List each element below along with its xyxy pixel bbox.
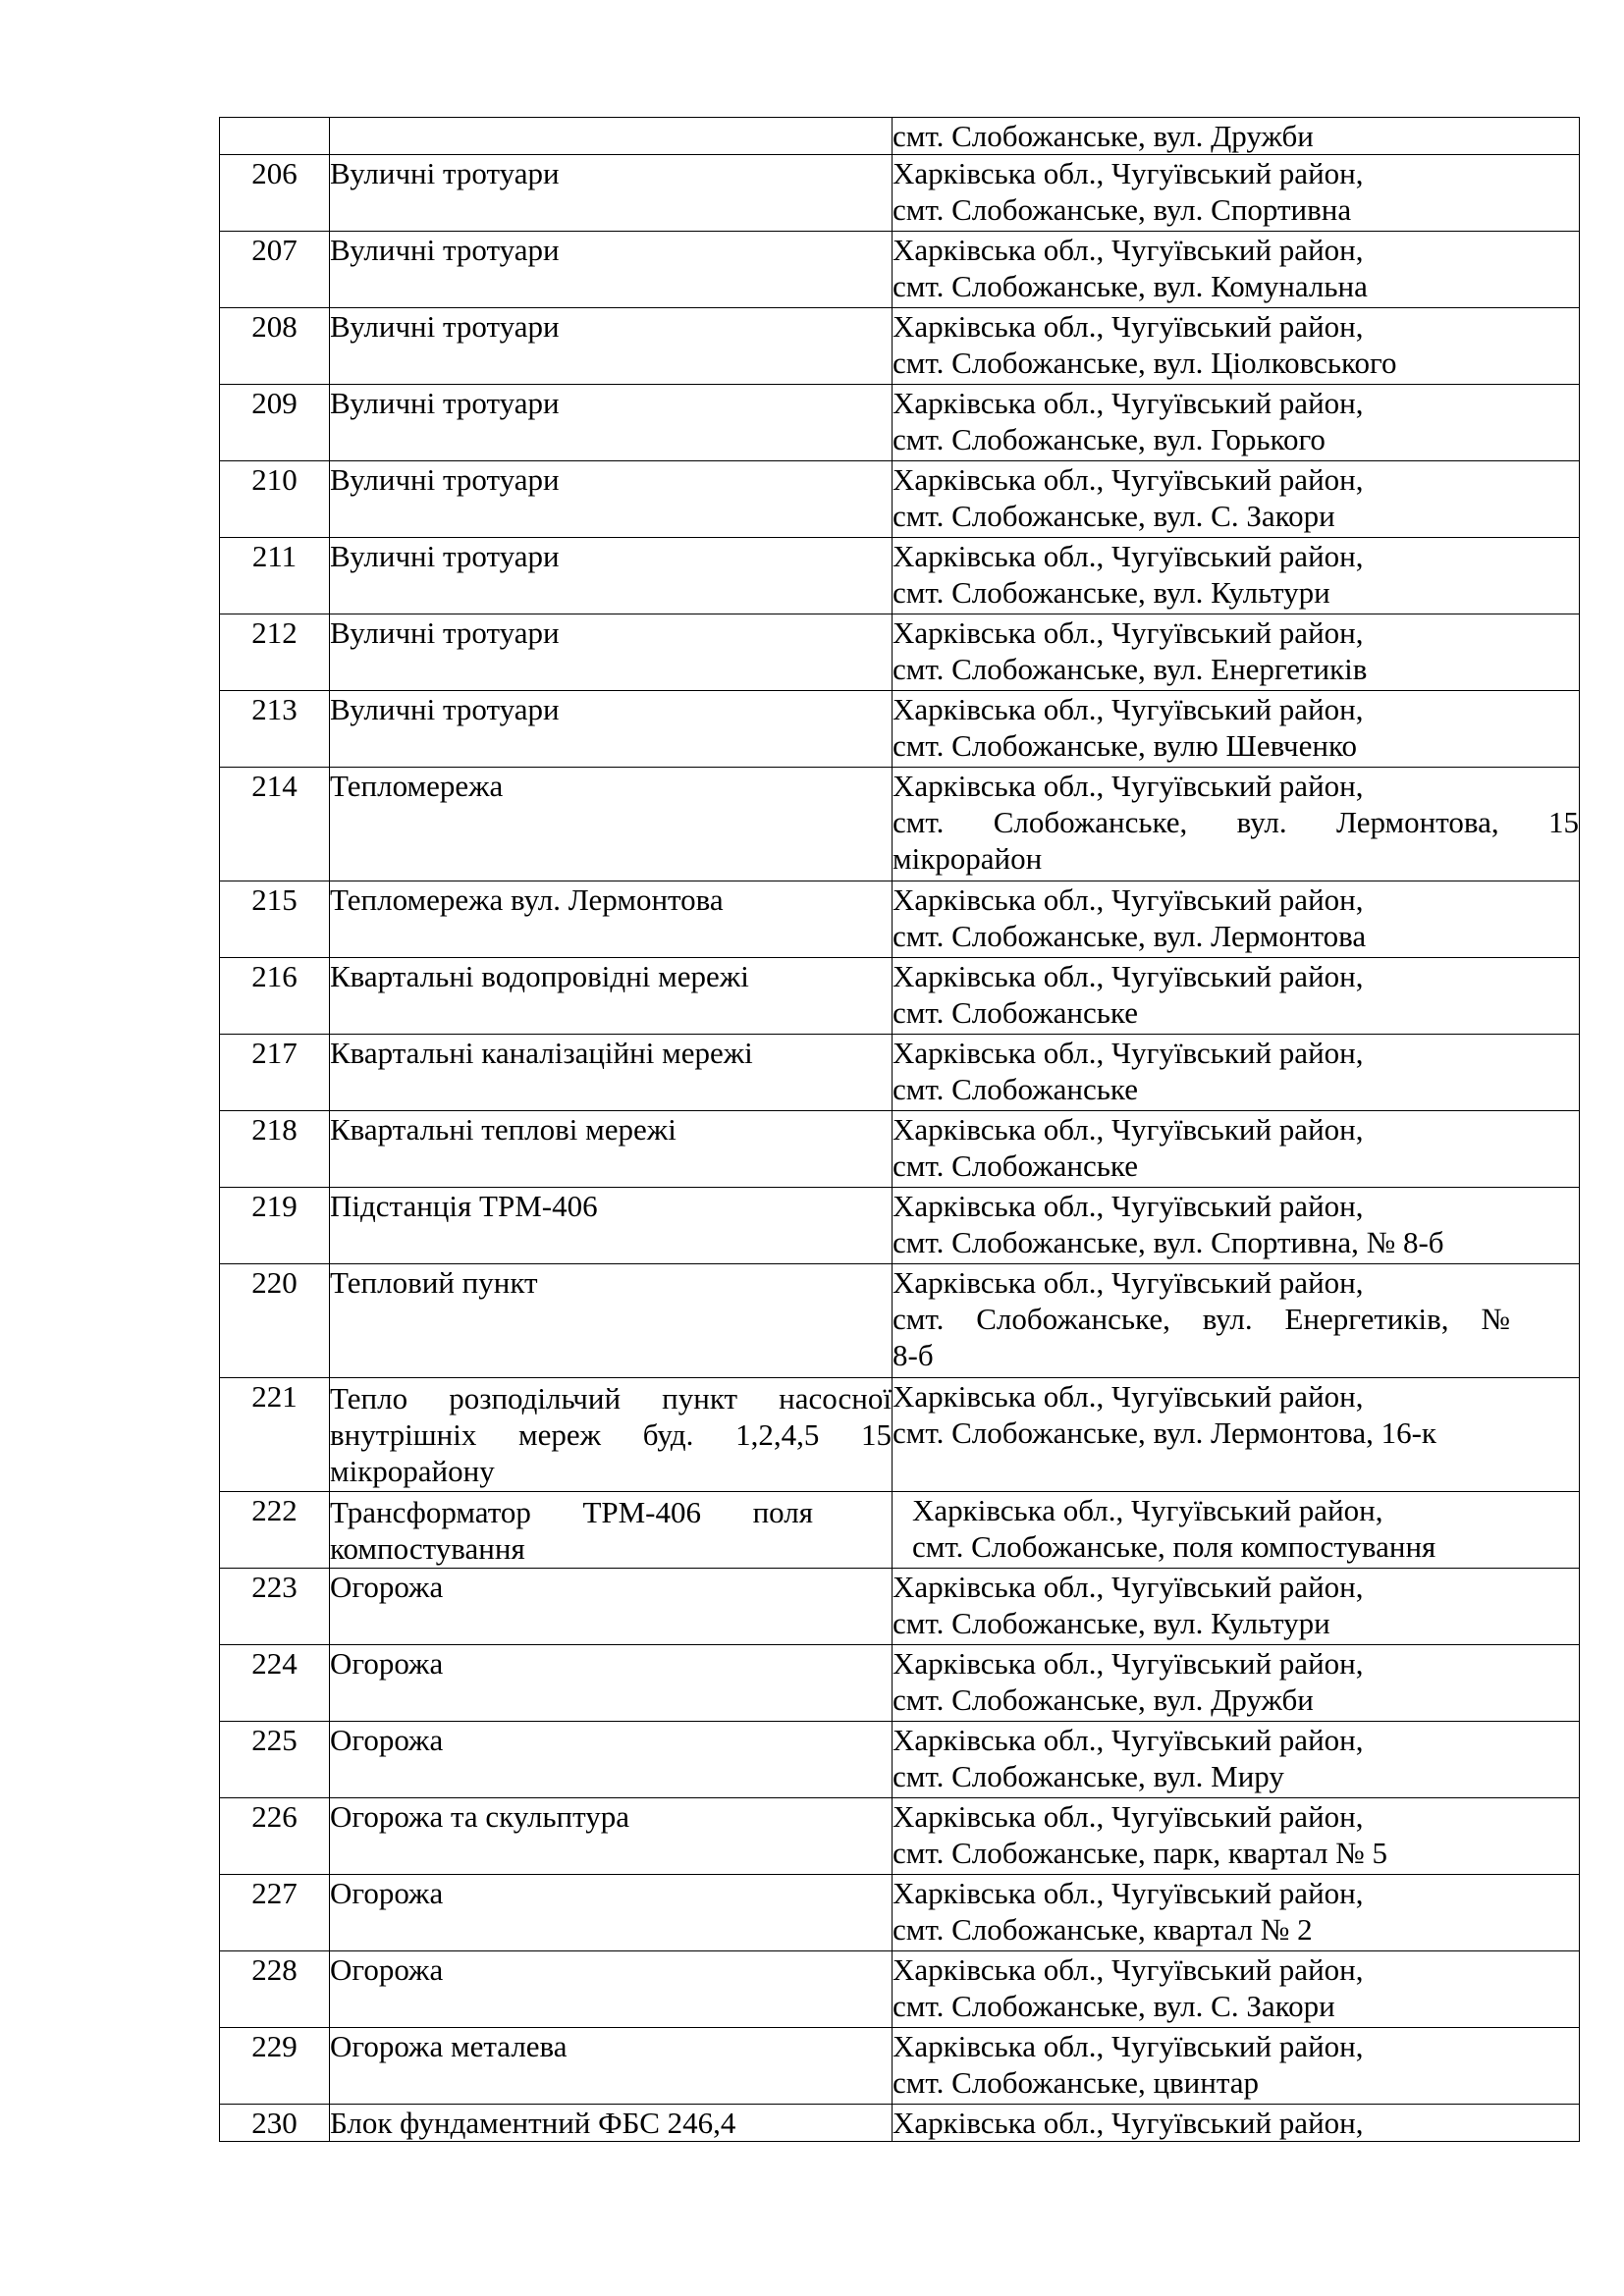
object-name-cell: Вуличні тротуари xyxy=(330,538,893,614)
table-row xyxy=(220,538,1580,614)
table-row xyxy=(220,2105,1580,2142)
address-line: смт. Слобожанське, вул. Дружби xyxy=(893,119,1314,153)
address-line: Харківська обл., Чугуївський район, xyxy=(893,615,1364,650)
address-line: смт. Слобожанське, вул. С. Закори xyxy=(893,1989,1335,2023)
address-line: Харківська обл., Чугуївський район, xyxy=(893,539,1364,573)
address-line: смт. Слобожанське, вул. Енергетиків xyxy=(893,652,1368,686)
address-cell xyxy=(893,614,1580,691)
address-cell xyxy=(893,118,1580,155)
object-name-cell: Підстанція ТРМ-406 xyxy=(330,1188,893,1264)
object-name-cell: Квартальні теплові мережі xyxy=(330,1111,893,1188)
table-row xyxy=(220,1875,1580,1951)
table-row xyxy=(220,385,1580,461)
address-line: Харківська обл., Чугуївський район, xyxy=(893,1112,1364,1147)
address-cell xyxy=(893,1798,1580,1875)
row-number-cell: 220 xyxy=(220,1264,330,1378)
row-number-cell: 211 xyxy=(220,538,330,614)
row-number-cell: 224 xyxy=(220,1645,330,1722)
address-cell xyxy=(893,1378,1580,1492)
address-line: смт. Слобожанське, вулю Шевченко xyxy=(893,728,1357,763)
address-line: смт. Слобожанське, поля компостування xyxy=(912,1529,1436,1564)
row-number-cell: 217 xyxy=(220,1035,330,1111)
table-row xyxy=(220,308,1580,385)
address-line: Харківська обл., Чугуївський район, xyxy=(893,1189,1364,1223)
table-row xyxy=(220,1722,1580,1798)
address-line: смт. Слобожанське, вул. Спортивна, № 8-б xyxy=(893,1225,1444,1259)
row-number-cell: 208 xyxy=(220,308,330,385)
address-line: смт. Слобожанське, вул. Культури xyxy=(893,575,1330,610)
address-line: смт. Слобожанське xyxy=(893,1072,1138,1106)
object-name-cell xyxy=(330,118,893,155)
object-name-line: компостування xyxy=(330,1531,525,1566)
address-line: Харківська обл., Чугуївський район, xyxy=(893,2029,1364,2063)
object-name-cell: Вуличні тротуари xyxy=(330,155,893,232)
address-line: 8-б xyxy=(893,1338,934,1372)
address-cell xyxy=(893,2105,1580,2142)
address-cell xyxy=(893,385,1580,461)
table-row xyxy=(220,1188,1580,1264)
address-line: смт. Слобожанське, вул. С. Закори xyxy=(893,499,1335,533)
table-row xyxy=(220,1492,1580,1569)
address-line: Харківська обл., Чугуївський район, xyxy=(893,769,1364,803)
address-cell xyxy=(893,1492,1580,1569)
address-cell xyxy=(893,958,1580,1035)
table-row xyxy=(220,691,1580,768)
address-line: смт. Слобожанське, вул. Комунальна xyxy=(893,269,1368,303)
table-row xyxy=(220,1645,1580,1722)
address-line: Харківська обл., Чугуївський район, xyxy=(893,1036,1364,1070)
row-number-cell: 216 xyxy=(220,958,330,1035)
address-line: смт. Слобожанське, вул. Енергетиків, № xyxy=(893,1302,1510,1336)
object-name-cell: Огорожа xyxy=(330,1951,893,2028)
object-name-cell: Вуличні тротуари xyxy=(330,308,893,385)
table-row xyxy=(220,768,1580,881)
table-row xyxy=(220,958,1580,1035)
address-line: смт. Слобожанське, вул. Ціолковського xyxy=(893,346,1397,380)
row-number-cell: 225 xyxy=(220,1722,330,1798)
row-number-cell: 206 xyxy=(220,155,330,232)
address-cell xyxy=(893,1111,1580,1188)
address-line: Харківська обл., Чугуївський район, xyxy=(893,386,1364,420)
table-row xyxy=(220,1111,1580,1188)
object-name-cell: Тепловий пункт xyxy=(330,1264,893,1378)
address-line: смт. Слобожанське, квартал № 2 xyxy=(893,1912,1313,1947)
object-name-cell: Огорожа та скульптура xyxy=(330,1798,893,1875)
row-number-cell xyxy=(220,118,330,155)
address-cell xyxy=(893,881,1580,958)
object-name-cell: Огорожа металева xyxy=(330,2028,893,2105)
table-row xyxy=(220,1951,1580,2028)
address-line: Харківська обл., Чугуївський район, xyxy=(893,1570,1364,1604)
row-number-cell: 209 xyxy=(220,385,330,461)
row-number-cell: 219 xyxy=(220,1188,330,1264)
row-number-cell: 221 xyxy=(220,1378,330,1492)
object-name-cell: Блок фундаментний ФБС 246,4 xyxy=(330,2105,893,2142)
address-line: Харківська обл., Чугуївський район, xyxy=(893,1952,1364,1987)
row-number-cell: 215 xyxy=(220,881,330,958)
address-cell xyxy=(893,232,1580,308)
row-number-cell: 214 xyxy=(220,768,330,881)
address-line: Харківська обл., Чугуївський район, xyxy=(893,233,1364,267)
address-line: смт. Слобожанське, вул. Миру xyxy=(893,1759,1284,1793)
address-line: смт. Слобожанське xyxy=(893,1148,1138,1183)
address-cell xyxy=(893,1569,1580,1645)
table-row-continuation xyxy=(220,118,1580,155)
address-line: Харківська обл., Чугуївський район, xyxy=(893,1379,1364,1414)
object-name-cell: Вуличні тротуари xyxy=(330,461,893,538)
address-cell xyxy=(893,538,1580,614)
table-row xyxy=(220,1264,1580,1378)
table-row xyxy=(220,1798,1580,1875)
address-cell xyxy=(893,461,1580,538)
row-number-cell: 230 xyxy=(220,2105,330,2142)
address-cell xyxy=(893,308,1580,385)
address-cell xyxy=(893,1875,1580,1951)
address-line: Харківська обл., Чугуївський район, xyxy=(893,959,1364,993)
address-line: смт. Слобожанське, парк, квартал № 5 xyxy=(893,1836,1388,1870)
object-name-line: мікрорайону xyxy=(330,1454,495,1488)
address-line: смт. Слобожанське, вул. Культури xyxy=(893,1606,1330,1640)
address-cell xyxy=(893,768,1580,881)
address-line: Харківська обл., Чугуївський район, xyxy=(893,462,1364,497)
address-line: Харківська обл., Чугуївський район, xyxy=(893,156,1364,190)
address-line: смт. Слобожанське, вул. Лермонтова xyxy=(893,919,1367,953)
object-name-cell: Огорожа xyxy=(330,1569,893,1645)
row-number-cell: 222 xyxy=(220,1492,330,1569)
object-name-cell xyxy=(330,1378,893,1492)
address-line: Харківська обл., Чугуївський район, xyxy=(893,2106,1364,2140)
address-line: Харківська обл., Чугуївський район, xyxy=(893,1265,1364,1300)
address-cell xyxy=(893,1264,1580,1378)
row-number-cell: 223 xyxy=(220,1569,330,1645)
address-line: Харківська обл., Чугуївський район, xyxy=(893,309,1364,344)
address-cell xyxy=(893,2028,1580,2105)
address-line: Харківська обл., Чугуївський район, xyxy=(912,1493,1383,1527)
property-register-table xyxy=(219,117,1580,2142)
address-cell xyxy=(893,691,1580,768)
object-name-cell: Огорожа xyxy=(330,1875,893,1951)
address-line: смт. Слобожанське, вул. Лермонтова, 15 xyxy=(893,805,1579,839)
object-name-cell: Огорожа xyxy=(330,1722,893,1798)
address-line: Харківська обл., Чугуївський район, xyxy=(893,1646,1364,1681)
table-row xyxy=(220,1569,1580,1645)
row-number-cell: 227 xyxy=(220,1875,330,1951)
address-line: смт. Слобожанське, вул. Горького xyxy=(893,422,1326,456)
object-name-cell: Вуличні тротуари xyxy=(330,232,893,308)
address-line: смт. Слобожанське, цвинтар xyxy=(893,2065,1260,2100)
address-line: Харківська обл., Чугуївський район, xyxy=(893,882,1364,917)
address-line: Харківська обл., Чугуївський район, xyxy=(893,1799,1364,1834)
row-number-cell: 212 xyxy=(220,614,330,691)
object-name-cell: Тепломережа вул. Лермонтова xyxy=(330,881,893,958)
object-name-cell: Вуличні тротуари xyxy=(330,614,893,691)
address-line: смт. Слобожанське, вул. Лермонтова, 16-к xyxy=(893,1415,1436,1450)
address-cell xyxy=(893,1188,1580,1264)
address-cell xyxy=(893,1645,1580,1722)
object-name-cell: Квартальні водопровідні мережі xyxy=(330,958,893,1035)
object-name-cell: Вуличні тротуари xyxy=(330,691,893,768)
address-line: Харківська обл., Чугуївський район, xyxy=(893,1876,1364,1910)
row-number-cell: 226 xyxy=(220,1798,330,1875)
object-name-cell: Огорожа xyxy=(330,1645,893,1722)
object-name-cell xyxy=(330,1492,893,1569)
address-line: мікрорайон xyxy=(893,841,1043,876)
address-line: Харківська обл., Чугуївський район, xyxy=(893,692,1364,726)
object-name-cell: Вуличні тротуари xyxy=(330,385,893,461)
object-name-cell: Тепломережа xyxy=(330,768,893,881)
address-cell xyxy=(893,155,1580,232)
address-line: Харківська обл., Чугуївський район, xyxy=(893,1723,1364,1757)
object-name-line: Тепло розподільчий пункт насосної xyxy=(330,1381,892,1415)
table-row xyxy=(220,232,1580,308)
object-name-cell: Квартальні каналізаційні мережі xyxy=(330,1035,893,1111)
object-name-line: Трансформатор ТРМ-406 поля xyxy=(330,1495,813,1529)
row-number-cell: 228 xyxy=(220,1951,330,2028)
address-line: смт. Слобожанське, вул. Спортивна xyxy=(893,192,1352,227)
object-name-line: внутрішніх мереж буд. 1,2,4,5 15 xyxy=(330,1417,892,1452)
table-row xyxy=(220,2028,1580,2105)
row-number-cell: 213 xyxy=(220,691,330,768)
row-number-cell: 218 xyxy=(220,1111,330,1188)
table-row xyxy=(220,614,1580,691)
row-number-cell: 210 xyxy=(220,461,330,538)
row-number-cell: 229 xyxy=(220,2028,330,2105)
address-cell xyxy=(893,1951,1580,2028)
row-number-cell: 207 xyxy=(220,232,330,308)
table-row xyxy=(220,1378,1580,1492)
address-cell xyxy=(893,1722,1580,1798)
table-row xyxy=(220,461,1580,538)
table-row xyxy=(220,155,1580,232)
table-row xyxy=(220,881,1580,958)
address-cell xyxy=(893,1035,1580,1111)
table-row xyxy=(220,1035,1580,1111)
address-line: смт. Слобожанське xyxy=(893,995,1138,1030)
address-line: смт. Слобожанське, вул. Дружби xyxy=(893,1682,1314,1717)
